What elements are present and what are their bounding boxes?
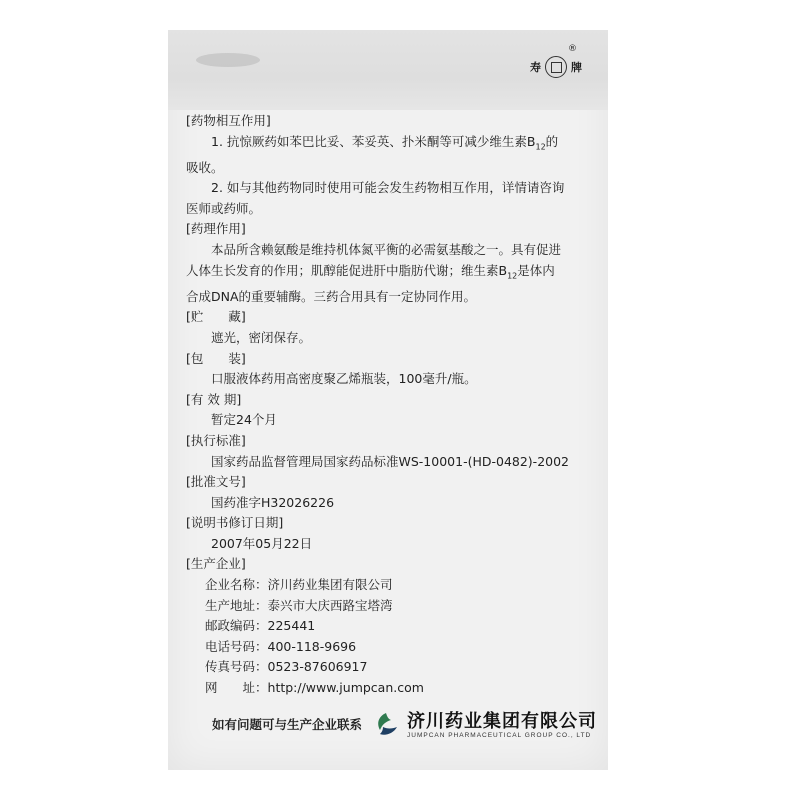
registered-mark: ® [568,44,577,54]
pharmacology-line3: 合成DNA的重要辅酶。三药合用具有一定协同作用。 [186,288,477,304]
validity-heading: [有 效 期] [186,391,242,407]
standard-text: 国家药品监督管理局国家药品标准WS-10001-(HD-0482)-2002 [211,453,570,469]
storage-heading: [贮 藏] [186,309,246,325]
interactions-heading: [药物相互作用] [186,113,271,128]
approval-text: 国药准字H32026226 [211,494,335,510]
package-text: 口服液体药用高密度聚乙烯瓶装，100毫升/瓶。 [211,371,477,387]
pharmacology-heading: [药理作用] [186,221,246,237]
revision-text: 2007年05月22日 [211,535,313,551]
brand-left-char: 寿 [530,61,541,74]
pharmacology-line2: 人体生长发育的作用；肌醇能促进肝中脂肪代谢；维生素$B_{12}$是体内 [186,262,555,281]
validity-text: 暂定24个月 [211,412,277,428]
interactions-item1: 1. 抗惊厥药如苯巴比妥、苯妥英、扑米酮等可减少维生素$B_{12}$的 [211,133,559,152]
website-row: 网 址：http://www.jumpcan.com [205,680,424,696]
logo-english-name: JUMPCAN PHARMACEUTICAL GROUP CO., LTD [407,731,592,739]
brand-right-char: 牌 [571,61,582,74]
interactions-item2: 2. 如与其他药物同时使用可能会发生药物相互作用，详情请咨询 [211,180,565,196]
standard-heading: [执行标准] [186,432,246,448]
jumpcan-logo-icon [371,710,401,740]
fax-row: 传真号码：0523-87606917 [205,659,368,675]
logo-chinese-name: 济川药业集团有限公司 [407,710,597,732]
pharmacology-line1: 本品所含赖氨酸是维持机体氮平衡的必需氨基酸之一。具有促进 [211,242,562,258]
revision-heading: [说明书修订日期] [186,515,284,531]
manufacturer-details [186,575,606,699]
manufacturer-heading: [生产企业] [186,556,246,572]
interactions-item1-cont: 吸收。 [186,159,224,175]
brand-mark [530,55,582,79]
seal-icon [545,56,567,78]
leaflet-content [186,111,606,735]
address-row: 生产地址：泰兴市大庆西路宝塔湾 [205,597,393,613]
company-name-row: 企业名称：济川药业集团有限公司 [205,577,393,593]
print-smudge [196,53,260,67]
company-logo [371,710,597,740]
approval-heading: [批准文号] [186,474,246,490]
zip-row: 邮政编码：225441 [205,618,316,634]
storage-text: 遮光，密闭保存。 [211,329,312,345]
package-heading: [包 装] [186,350,246,366]
contact-note: 如有问题可与生产企业联系 [212,716,363,732]
interactions-item2-cont: 医师或药师。 [186,200,262,216]
phone-row: 电话号码：400-118-9696 [205,638,357,654]
